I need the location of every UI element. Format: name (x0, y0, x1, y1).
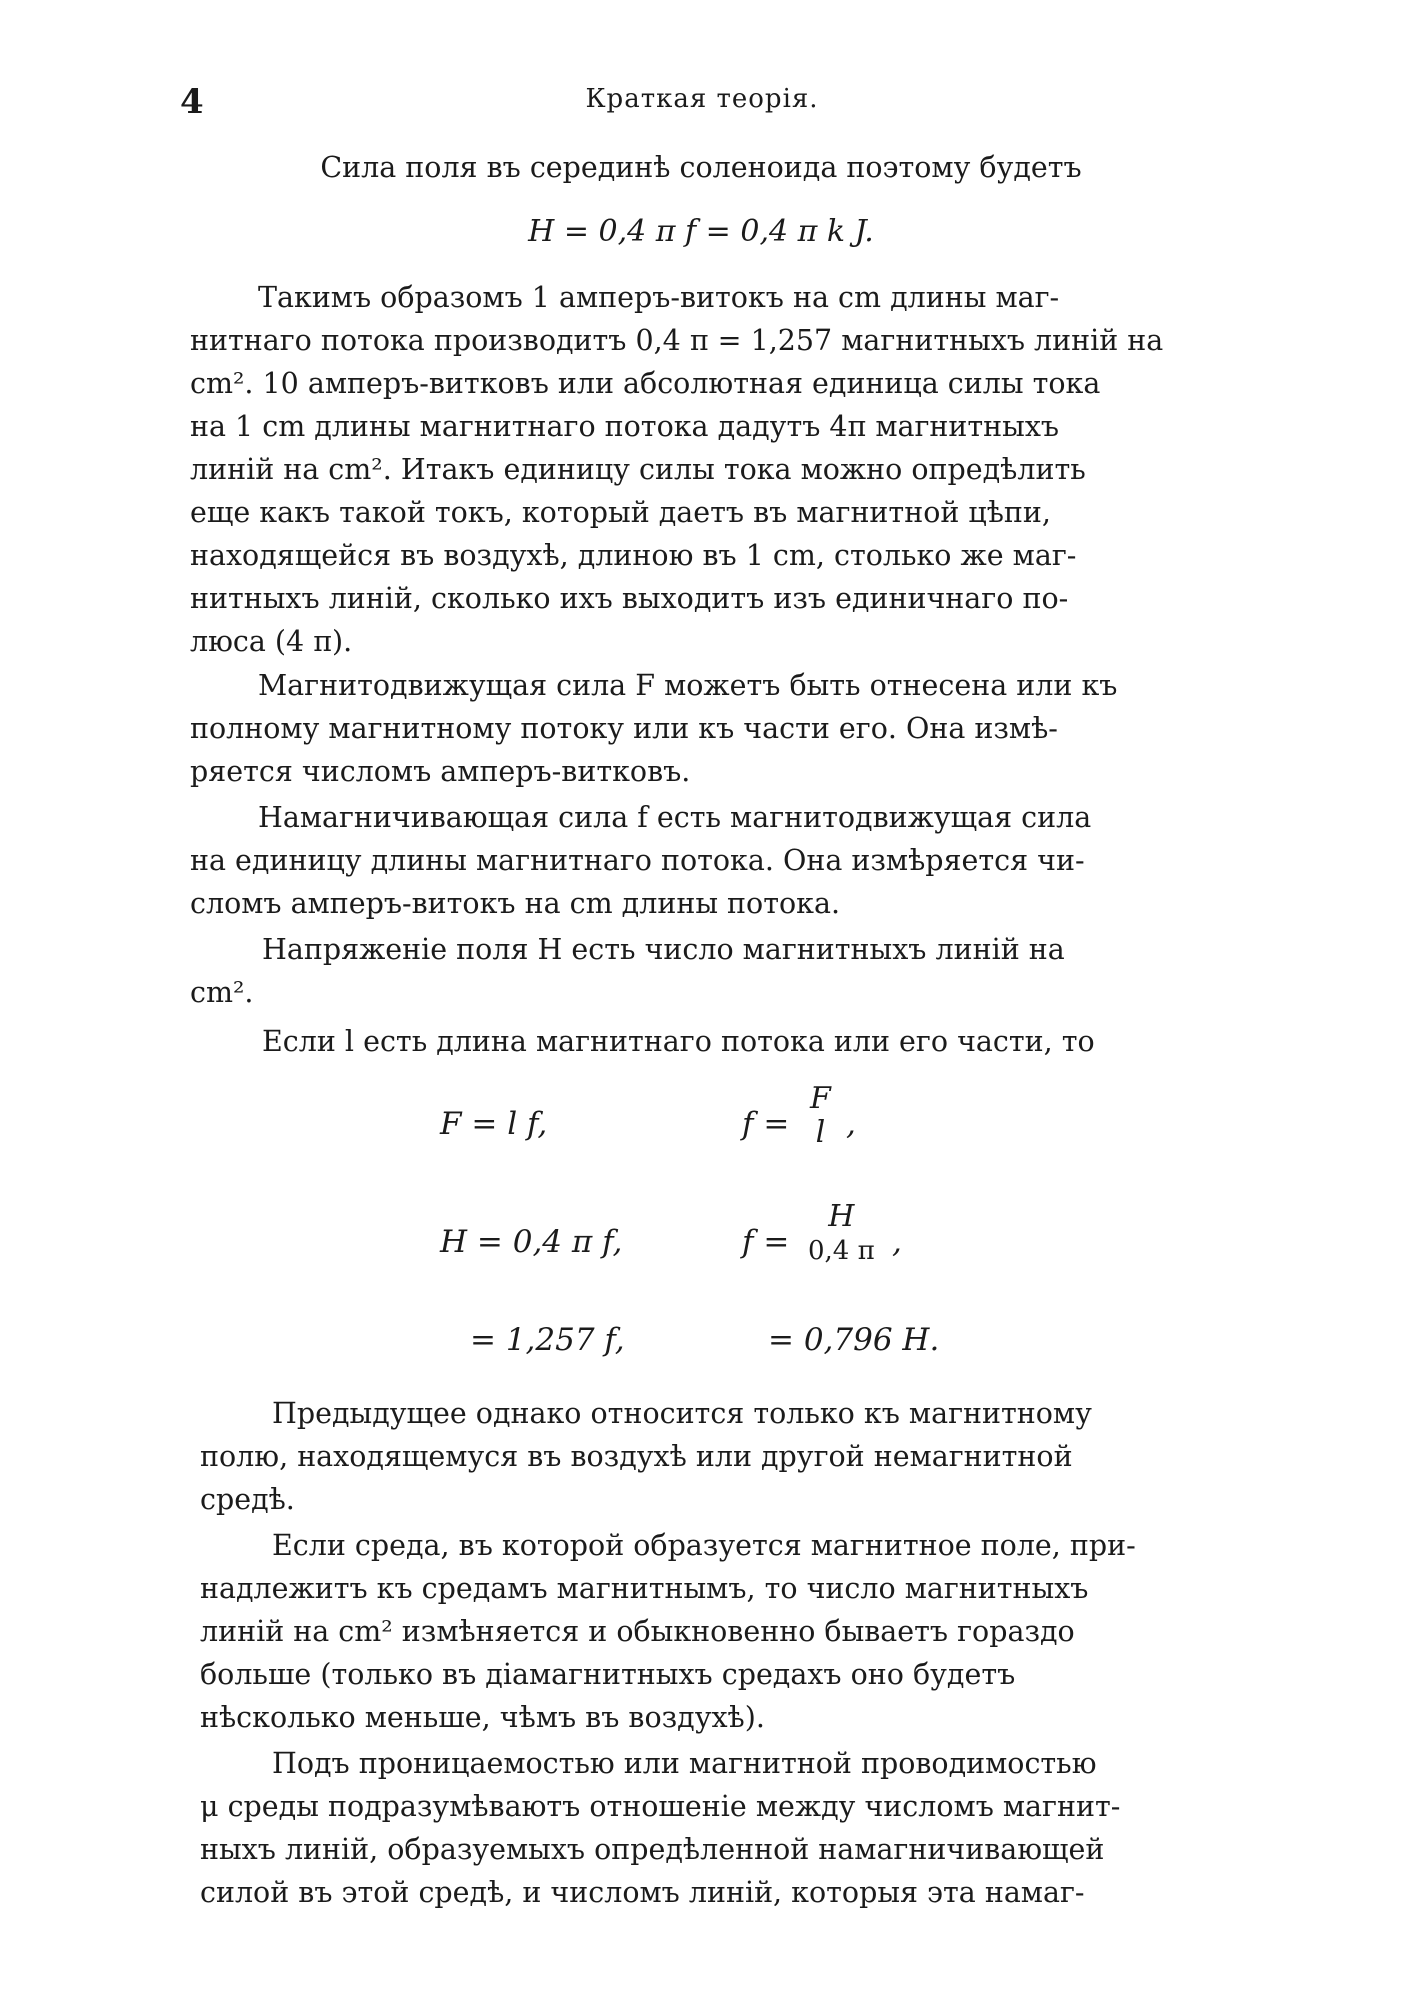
equation-0796h: = 0,796 H. (768, 1322, 940, 1358)
fraction-h-over-04pi (808, 1200, 875, 1268)
equation-f-lf: F = l f, (440, 1106, 548, 1142)
text-line: Намагничивающая сила f есть магнитодвижущая сила (258, 801, 1092, 834)
text-line: μ среды подразумѣваютъ отношеніе между числомъ магнит- (200, 1790, 1121, 1823)
text-line: Сила поля въ серединѣ соленоида поэтому будетъ (320, 151, 1082, 184)
equation-comma: , (846, 1106, 856, 1142)
text-line: средѣ. (200, 1483, 295, 1516)
fraction-denominator: l (815, 1115, 826, 1150)
text-line: Предыдущее однако относится только къ магнитному (272, 1397, 1092, 1430)
fraction-numerator: F (810, 1081, 831, 1116)
equation-1257f: = 1,257 f, (470, 1322, 625, 1358)
text-line: нитнаго потока производитъ 0,4 π = 1,257 магнитныхъ линій на (190, 324, 1164, 357)
fraction-f-over-l (810, 1082, 831, 1150)
text-line: нитныхъ линій, сколько ихъ выходитъ изъ единичнаго по- (190, 582, 1069, 615)
text-line: больше (только въ діамагнитныхъ средахъ оно будетъ (200, 1658, 1016, 1691)
text-line: ряется числомъ амперъ-витковъ. (190, 755, 691, 788)
text-line: силой въ этой средѣ, и числомъ линій, которыя эта намаг- (200, 1876, 1085, 1909)
text-line: Такимъ образомъ 1 амперъ-витокъ на cm длины маг- (258, 281, 1060, 314)
text-line: cm². 10 амперъ-витковъ или абсолютная единица силы тока (190, 367, 1101, 400)
text-line: люса (4 π). (190, 625, 353, 658)
text-line: находящейся въ воздухѣ, длиною въ 1 cm, столько же маг- (190, 539, 1077, 572)
text-line: Если l есть длина магнитнаго потока или его части, то (262, 1025, 1095, 1058)
text-line: еще какъ такой токъ, который даетъ въ магнитной цѣпи, (190, 496, 1051, 529)
equation-h: H = 0,4 π f, (440, 1224, 623, 1260)
text-line: на 1 cm длины магнитнаго потока дадутъ 4π магнитныхъ (190, 410, 1060, 443)
text-line: на единицу длины магнитнаго потока. Она измѣряется чи- (190, 844, 1085, 877)
page-number: 4 (180, 82, 204, 122)
equation-comma: , (892, 1224, 902, 1260)
text-line: нѣсколько меньше, чѣмъ въ воздухѣ). (200, 1701, 765, 1734)
text-line: полному магнитному потоку или къ части его. Она измѣ- (190, 712, 1058, 745)
running-title: Краткая теорія. (585, 84, 819, 114)
text-line: сломъ амперъ-витокъ на cm длины потока. (190, 887, 841, 920)
text-line: линій на cm² измѣняется и обыкновенно бываетъ гораздо (200, 1615, 1075, 1648)
equation-f-prefix: f = (742, 1106, 790, 1142)
text-line: Если среда, въ которой образуется магнитное поле, при- (272, 1529, 1136, 1562)
fraction-numerator: H (828, 1199, 855, 1234)
text-line: cm². (190, 976, 254, 1009)
text-line: полю, находящемуся въ воздухѣ или другой немагнитной (200, 1440, 1073, 1473)
formula-line: H = 0,4 π f = 0,4 π k J. (528, 214, 874, 249)
text-line: Напряженіе поля H есть число магнитныхъ линій на (262, 933, 1065, 966)
fraction-denominator: 0,4 π (808, 1236, 875, 1266)
text-line: ныхъ линій, образуемыхъ опредѣленной намагничивающей (200, 1833, 1105, 1866)
text-line: линій на cm². Итакъ единицу силы тока можно опредѣлить (190, 453, 1086, 486)
text-line: Подъ проницаемостью или магнитной проводимостью (272, 1747, 1097, 1780)
equation-f-prefix: f = (742, 1224, 790, 1260)
text-line: надлежитъ къ средамъ магнитнымъ, то число магнитныхъ (200, 1572, 1089, 1605)
text-line: Магнитодвижущая сила F можетъ быть отнесена или къ (258, 669, 1118, 702)
